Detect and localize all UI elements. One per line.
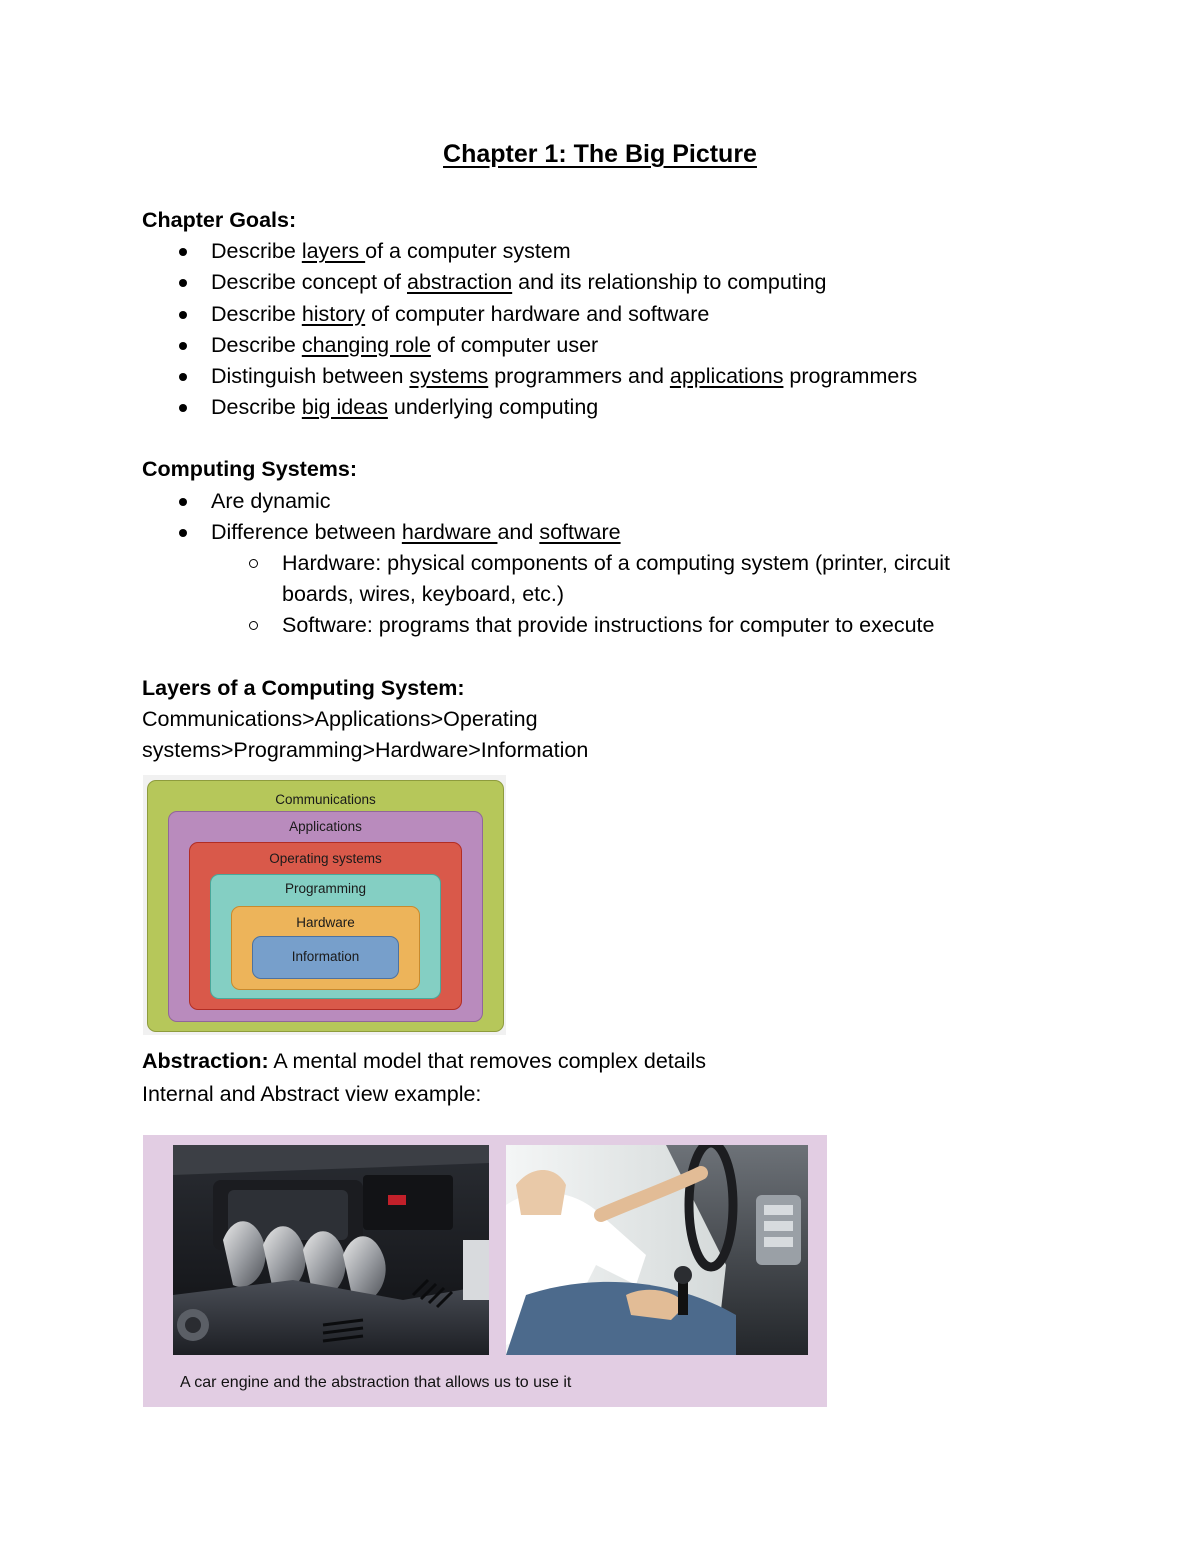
chapter-goals-list	[142, 236, 1042, 423]
underlined-term: changing role	[301, 332, 431, 357]
underlined-term: hardware	[401, 519, 498, 544]
layer-label: Programming	[284, 881, 367, 896]
text: programmers and	[488, 364, 670, 389]
list-item	[211, 517, 1042, 642]
text: Describe	[211, 332, 302, 357]
text: underlying computing	[387, 395, 599, 420]
abstraction-example-line: Internal and Abstract view example:	[142, 1082, 482, 1107]
list-item	[211, 392, 1042, 423]
layer-label: Communications	[275, 792, 376, 807]
chapter-goals-heading: Chapter Goals:	[142, 208, 297, 232]
text: and	[497, 519, 540, 544]
sub-list-item	[282, 548, 1042, 610]
underlined-term: layers	[301, 239, 366, 264]
layer-label: Hardware	[296, 915, 355, 930]
car-engine-image	[173, 1145, 489, 1355]
underlined-term: applications	[669, 364, 784, 389]
spacer	[142, 642, 1042, 673]
layer-label: Applications	[289, 819, 362, 834]
sub-list	[211, 548, 1042, 642]
spacer	[142, 423, 1042, 454]
list-item	[211, 236, 1042, 267]
text: of computer hardware and software	[365, 301, 710, 326]
text: programmers	[783, 364, 918, 389]
text: Describe concept of	[211, 270, 407, 295]
layer-label: Operating systems	[269, 851, 382, 866]
layers-sequence-line: Communications>Applications>Operating	[142, 706, 538, 731]
list-item	[211, 361, 1042, 392]
list-item	[211, 299, 1042, 330]
list-item	[211, 267, 1042, 298]
text: Describe	[211, 395, 302, 420]
sub-list-item: Software: programs that provide instructions for computer to execute	[282, 610, 1042, 641]
driver-illustration	[506, 1145, 808, 1355]
underlined-term: systems	[409, 364, 489, 389]
underlined-term: abstraction	[407, 270, 513, 295]
text: and its relationship to computing	[512, 270, 827, 295]
list-item	[211, 330, 1042, 361]
information-layer	[252, 936, 399, 979]
text: Difference between	[211, 519, 402, 544]
text: Distinguish between	[211, 364, 410, 389]
list-item: Are dynamic	[211, 486, 1042, 517]
text: boards, wires, keyboard, etc.)	[282, 582, 565, 607]
text: Hardware: physical components of a computing system (printer, circuit	[282, 551, 950, 576]
layers-diagram	[143, 775, 506, 1035]
underlined-term: big ideas	[301, 395, 388, 420]
computing-systems-list	[142, 486, 1042, 642]
page-title: Chapter 1: The Big Picture	[443, 140, 757, 168]
text: of computer user	[430, 332, 599, 357]
underlined-term: software	[539, 519, 621, 544]
abstraction-label: Abstraction:	[142, 1049, 269, 1073]
computing-systems-heading: Computing Systems:	[142, 457, 358, 482]
layer-label: Information	[291, 949, 360, 964]
abstraction-definition	[142, 1046, 1042, 1077]
car-abstraction-figure	[143, 1135, 827, 1407]
document-body	[142, 205, 1042, 766]
abstraction-text: A mental model that removes complex details	[268, 1049, 707, 1073]
layers-sequence-line: systems>Programming>Hardware>Information	[142, 738, 589, 763]
figure-caption: A car engine and the abstraction that allows us to use it	[180, 1374, 572, 1391]
engine-illustration	[173, 1145, 489, 1355]
text: Describe	[211, 301, 302, 326]
text: of a computer system	[365, 239, 571, 264]
car-driver-image	[506, 1145, 808, 1355]
abstraction-section	[142, 1046, 1042, 1110]
text: Describe	[211, 239, 302, 264]
underlined-term: history	[301, 301, 366, 326]
layers-heading: Layers of a Computing System:	[142, 675, 465, 700]
